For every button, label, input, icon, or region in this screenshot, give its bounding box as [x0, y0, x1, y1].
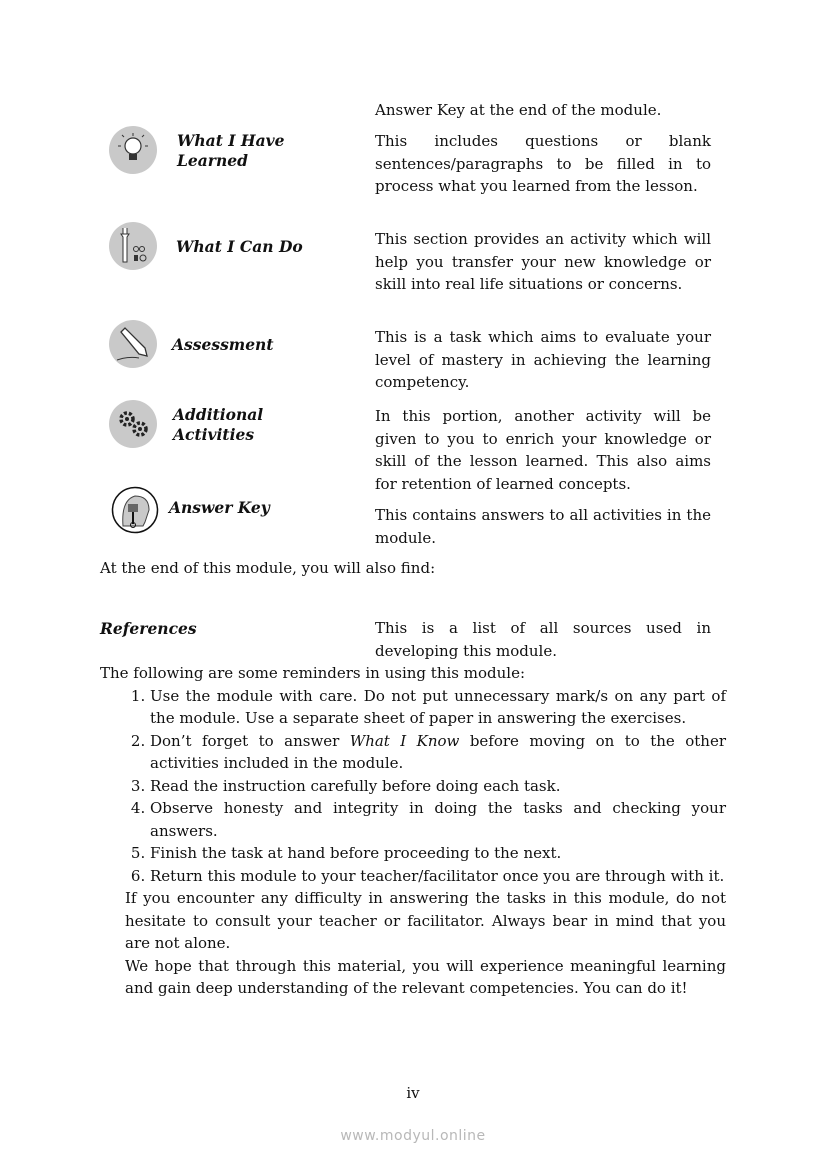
continuation-text: Answer Key at the end of the module. [375, 101, 662, 119]
page-number: iv [406, 1084, 420, 1102]
pencil-icon [109, 320, 157, 368]
key-head-icon [111, 486, 159, 534]
section-description: In this portion, another activity will be given to you to enrich your knowledge or skill of the lesson learned. This also aims for retention of learned concepts. [375, 407, 711, 493]
title-line: What I Have [177, 131, 285, 150]
emphasis: What I Know [349, 731, 460, 750]
title-line: Learned [177, 151, 248, 170]
list-item: 1. Use the module with care. Do not put unnecessary mark/s on any part of the module. Use a separate sheet of paper in answering the exercises. [150, 685, 726, 730]
text: before moving on to the other activities included in the module. [150, 731, 726, 772]
section-description: This is a task which aims to evaluate your level of mastery in achieving the learning competency. [375, 328, 711, 391]
section-title-what-i-can-do: What I Can Do [176, 237, 303, 256]
references-title: References [100, 619, 197, 638]
section-title-answer-key: Answer Key [169, 498, 270, 517]
section-description: This contains answers to all activities in the module. [375, 506, 711, 547]
text: Don’t forget to answer [150, 731, 350, 750]
closing-paragraph: We hope that through this material, you will experience meaningful learning and gain deep understanding of the relevant competencies. You can do it! [125, 956, 726, 997]
section-description: This section provides an activity which will help you transfer your new knowledge or skill into real life situations or concerns. [375, 230, 711, 293]
list-item: 3. Read the instruction carefully before doing each task. [150, 775, 726, 798]
section-title-additional-activities [173, 405, 263, 445]
list-item: 5. Finish the task at hand before proceeding to the next. [150, 842, 726, 865]
watermark: www.modyul.online [340, 1128, 486, 1144]
section-description: This includes questions or blank sentences/paragraphs to be filled in to process what you learned from the lesson. [375, 132, 711, 195]
list-item: 4. Observe honesty and integrity in doing the tasks and checking your answers. [150, 797, 726, 842]
reminders-list [100, 685, 726, 888]
reminders-section [100, 662, 726, 1000]
list-item [150, 730, 726, 775]
title-line: Activities [173, 425, 255, 444]
title-line: Additional [173, 405, 264, 424]
section-title-what-i-have-learned [177, 131, 284, 171]
references-description: This is a list of all sources used in developing this module. [375, 619, 711, 660]
gears-icon [109, 400, 157, 448]
section-title-assessment: Assessment [172, 335, 274, 354]
reminders-intro: The following are some reminders in using this module: [100, 664, 525, 682]
tools-icon [109, 222, 157, 270]
closing-paragraph: If you encounter any difficulty in answering the tasks in this module, do not hesitate to consult your teacher or facilitator. Always bear in mind that you are not alone. [125, 889, 726, 952]
list-item: 6. Return this module to your teacher/facilitator once you are through with it. [150, 865, 726, 888]
end-intro: At the end of this module, you will also find: [100, 559, 436, 577]
lightbulb-icon [109, 126, 157, 174]
